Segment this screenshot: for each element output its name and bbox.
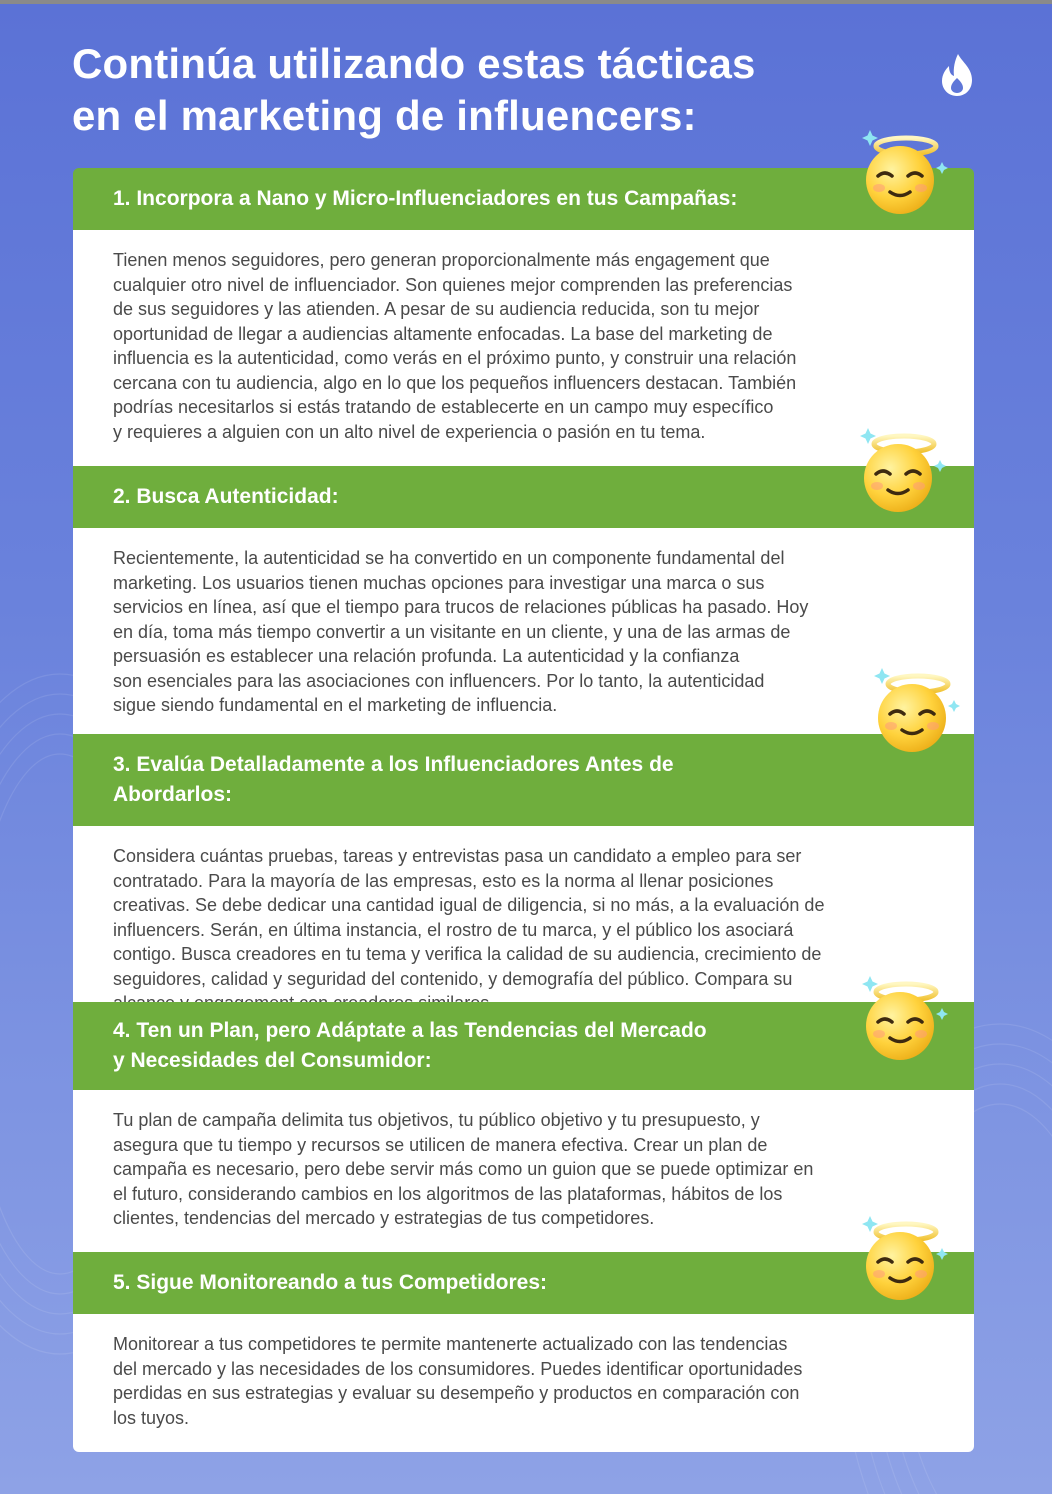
tactic-title-line: 5. Sigue Monitoreando a tus Competidores: (113, 1271, 548, 1294)
tactic-header-4 (73, 1002, 974, 1090)
body-line: en día, toma más tiempo convertir a un visitante en un cliente, y una de las armas de (113, 621, 791, 642)
body-line: podrías necesitarlos si estás tratando de establecerte en un campo muy específico (113, 397, 774, 417)
angel-face-emoji-icon (858, 126, 950, 218)
tactic-title-1 (113, 184, 794, 214)
tactic-body-5 (73, 1314, 974, 1452)
angel-face-emoji-icon (856, 424, 948, 516)
tactic-header-1 (73, 168, 974, 230)
tactic-title-line: 4. Ten un Plan, pero Adáptate a las Tendencias del Mercado (113, 1019, 707, 1042)
body-line: el futuro, considerando cambios en los algoritmos de las plataformas, hábitos de los (113, 1183, 783, 1204)
body-line: seguidores, calidad y seguridad del contenido, y demografía del público. Compara su (113, 968, 793, 989)
angel-face-emoji-icon (870, 664, 962, 756)
tactic-title-4 (113, 1016, 794, 1076)
angel-face-emoji-icon (858, 1212, 950, 1304)
body-line: contratado. Para la mayoría de las empresas, esto es la norma al llenar posiciones (113, 870, 774, 891)
flame-icon (936, 52, 978, 98)
tactic-title-line: 3. Evalúa Detalladamente a los Influenciadores Antes de Abordarlos: (113, 753, 674, 806)
tactic-header-2 (73, 466, 974, 528)
tactic-title-5 (113, 1268, 794, 1298)
body-line: influencia es la autenticidad, como verás en el próximo punto, y construir una relación (113, 348, 797, 368)
tactic-section-5 (73, 1252, 974, 1452)
tactic-title-3 (113, 750, 794, 810)
body-line: influencers. Serán, en última instancia, el rostro de tu marca, y el público los asociará (113, 919, 794, 940)
tactic-section-3 (73, 734, 974, 1038)
body-line: sigue siendo fundamental en el marketing de influencia. (113, 695, 558, 715)
body-line: creativas. Se debe dedicar una cantidad igual de diligencia, si no más, a la evaluación de (113, 895, 825, 915)
tactic-body-1 (73, 230, 974, 466)
tactic-header-3 (73, 734, 974, 826)
body-line: Monitorear a tus competidores te permite mantenerte actualizado con las tendencias (113, 1334, 788, 1354)
body-line: perdidas en sus estrategias y evaluar su desempeño y productos en comparación con (113, 1383, 800, 1403)
body-line: son esenciales para las asociaciones con influencers. Por lo tanto, la autenticidad (113, 670, 765, 691)
tactic-title-2 (113, 482, 794, 512)
tactic-body-4 (73, 1090, 974, 1253)
body-line: Considera cuántas pruebas, tareas y entrevistas pasa un candidato a empleo para ser (113, 846, 802, 866)
body-line: clientes, tendencias del mercado y estrategias de tus competidores. (113, 1208, 655, 1228)
body-line: los tuyos. (113, 1407, 190, 1428)
tactic-section-2 (73, 466, 974, 740)
body-line: del mercado y las necesidades de los consumidores. Puedes identificar oportunidades (113, 1358, 803, 1379)
body-line: Tienen menos seguidores, pero generan proporcionalmente más engagement que (113, 250, 770, 270)
tactic-title-line: 1. Incorpora a Nano y Micro-Influenciadores en tus Campañas: (113, 187, 738, 210)
page-title (72, 38, 892, 142)
body-line: de sus seguidores y las atienden. A pesar de su audiencia reducida, son tu mejor (113, 299, 760, 319)
body-line: asegura que tu tiempo y recursos se utilicen de manera efectiva. Crear un plan de (113, 1134, 768, 1155)
body-line: campaña es necesario, pero debe servir más como un guion que se puede optimizar en (113, 1159, 814, 1179)
tactic-header-5 (73, 1252, 974, 1314)
body-line: y requieres a alguien con un alto nivel de experiencia o pasión en tu tema. (113, 421, 706, 442)
body-line: servicios en línea, así que el tiempo para trucos de relaciones públicas ha pasado. Hoy (113, 597, 809, 617)
body-line: marketing. Los usuarios tienen muchas opciones para investigar una marca o sus (113, 572, 765, 593)
body-line: persuasión es establecer una relación profunda. La autenticidad y la confianza (113, 646, 740, 666)
page-title-line-1: Continúa utilizando estas tácticas (72, 40, 756, 87)
tactic-section-4 (73, 1002, 974, 1253)
page-title-line-2: en el marketing de influencers: (72, 92, 697, 139)
body-line: cualquier otro nivel de influenciador. Son quienes mejor comprenden las preferencias (113, 274, 793, 295)
tactic-body-2 (73, 528, 974, 740)
angel-face-emoji-icon (858, 972, 950, 1064)
body-line: contigo. Busca creadores en tu tema y verifica la calidad de su audiencia, crecimiento de (113, 944, 822, 964)
tactic-section-1 (73, 168, 974, 466)
tactic-title-line: 2. Busca Autenticidad: (113, 485, 339, 508)
tactic-title-line: y Necesidades del Consumidor: (113, 1049, 432, 1072)
body-line: Recientemente, la autenticidad se ha convertido en un componente fundamental del (113, 548, 785, 568)
body-line: oportunidad de llegar a audiencias altamente enfocadas. La base del marketing de (113, 323, 773, 344)
body-line: Tu plan de campaña delimita tus objetivos, tu público objetivo y tu presupuesto, y (113, 1110, 760, 1130)
body-line: cercana con tu audiencia, algo en lo que los pequeños influencers destacan. También (113, 372, 797, 393)
